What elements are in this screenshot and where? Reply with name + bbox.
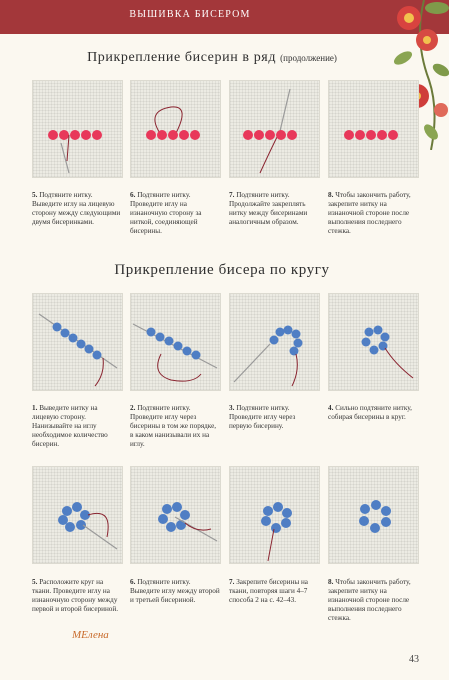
caption-number: 8. — [328, 191, 334, 199]
caption-number: 5. — [32, 578, 38, 586]
caption-circle-step-1 — [32, 404, 122, 449]
caption-number: 8. — [328, 578, 334, 586]
photo-circle-step-4 — [328, 293, 419, 391]
caption-text: Выведите нитку на лицевую сторону. Нанизывайте на иглу необходимое количество бисерин. — [32, 404, 108, 448]
caption-row-step-7 — [229, 191, 319, 227]
caption-number: 7. — [229, 578, 235, 586]
caption-text: Подтяните нитку. Проведите иглу через бисерины в том же порядке, в каком нанизывали их на иглу. — [130, 404, 217, 448]
caption-circle-step-7 — [229, 578, 319, 605]
caption-number: 4. — [328, 404, 334, 412]
photo-row-step-6 — [130, 80, 221, 178]
photo-row-step-7 — [229, 80, 320, 178]
photo-row-step-5 — [32, 80, 123, 178]
caption-circle-step-6 — [130, 578, 220, 605]
caption-row-step-8 — [328, 191, 418, 236]
caption-text: Чтобы закончить работу, закрепите нитку на изнаночной стороне после выполнения последнего стежка. — [328, 191, 411, 235]
caption-circle-step-8 — [328, 578, 418, 623]
photo-row-step-8 — [328, 80, 419, 178]
caption-text: Закрепите бисерины на ткани, повторяя шаги 4–7 способа 2 на с. 42–43. — [229, 578, 308, 604]
caption-text: Чтобы закончить работу, закрепите нитку на изнаночной стороне после выполнения последнего стежка. — [328, 578, 411, 622]
caption-circle-step-3 — [229, 404, 319, 431]
caption-text: Подтяните нитку. Выведите иглу на лицевую сторону между следующими двумя бисеринками. — [32, 191, 121, 226]
section-title-circle: Прикрепление бисера по кругу — [114, 262, 330, 278]
photo-circle-step-5 — [32, 466, 123, 564]
caption-number: 1. — [32, 404, 38, 412]
caption-text: Расположите круг на ткани. Проведите иглу на изнаночную сторону между первой и второй бисериной. — [32, 578, 119, 613]
caption-text: Подтяните нитку. Проведите иглу через первую бисерину. — [229, 404, 296, 430]
photo-circle-step-2 — [130, 293, 221, 391]
caption-text: Подтяните нитку. Продолжайте закреплять нитку между бисеринами аналогичным образом. — [229, 191, 308, 226]
photo-circle-step-1 — [32, 293, 123, 391]
section-title-row-text: Прикрепление бисерин в ряд — [87, 50, 277, 65]
caption-circle-step-5 — [32, 578, 122, 614]
section-title-row — [62, 50, 362, 66]
section-subtitle: (продолжение) — [280, 53, 337, 63]
photo-circle-step-6 — [130, 466, 221, 564]
caption-number: 2. — [130, 404, 136, 412]
photo-circle-step-7 — [229, 466, 320, 564]
caption-row-step-5 — [32, 191, 122, 227]
caption-text: Подтяните нитку. Выведите иглу между второй и третьей бисериной. — [130, 578, 220, 604]
caption-number: 5. — [32, 191, 38, 199]
caption-text: Подтяните нитку. Проведите иглу на изнаночную сторону за ниткой, соединяющей бисерины. — [130, 191, 202, 235]
caption-number: 7. — [229, 191, 235, 199]
running-header: ВЫШИВКА БИСЕРОМ — [129, 9, 251, 20]
caption-number: 6. — [130, 191, 136, 199]
caption-circle-step-4 — [328, 404, 418, 422]
photo-circle-step-3 — [229, 293, 320, 391]
caption-circle-step-2 — [130, 404, 220, 449]
photo-circle-step-8 — [328, 466, 419, 564]
caption-number: 6. — [130, 578, 136, 586]
caption-number: 3. — [229, 404, 235, 412]
page-number: 43 — [409, 654, 419, 665]
caption-row-step-6 — [130, 191, 220, 236]
signature-watermark: МЕлена — [72, 629, 109, 641]
caption-text: Сильно подтяните нитку, собирая бисерины в круг. — [328, 404, 412, 421]
